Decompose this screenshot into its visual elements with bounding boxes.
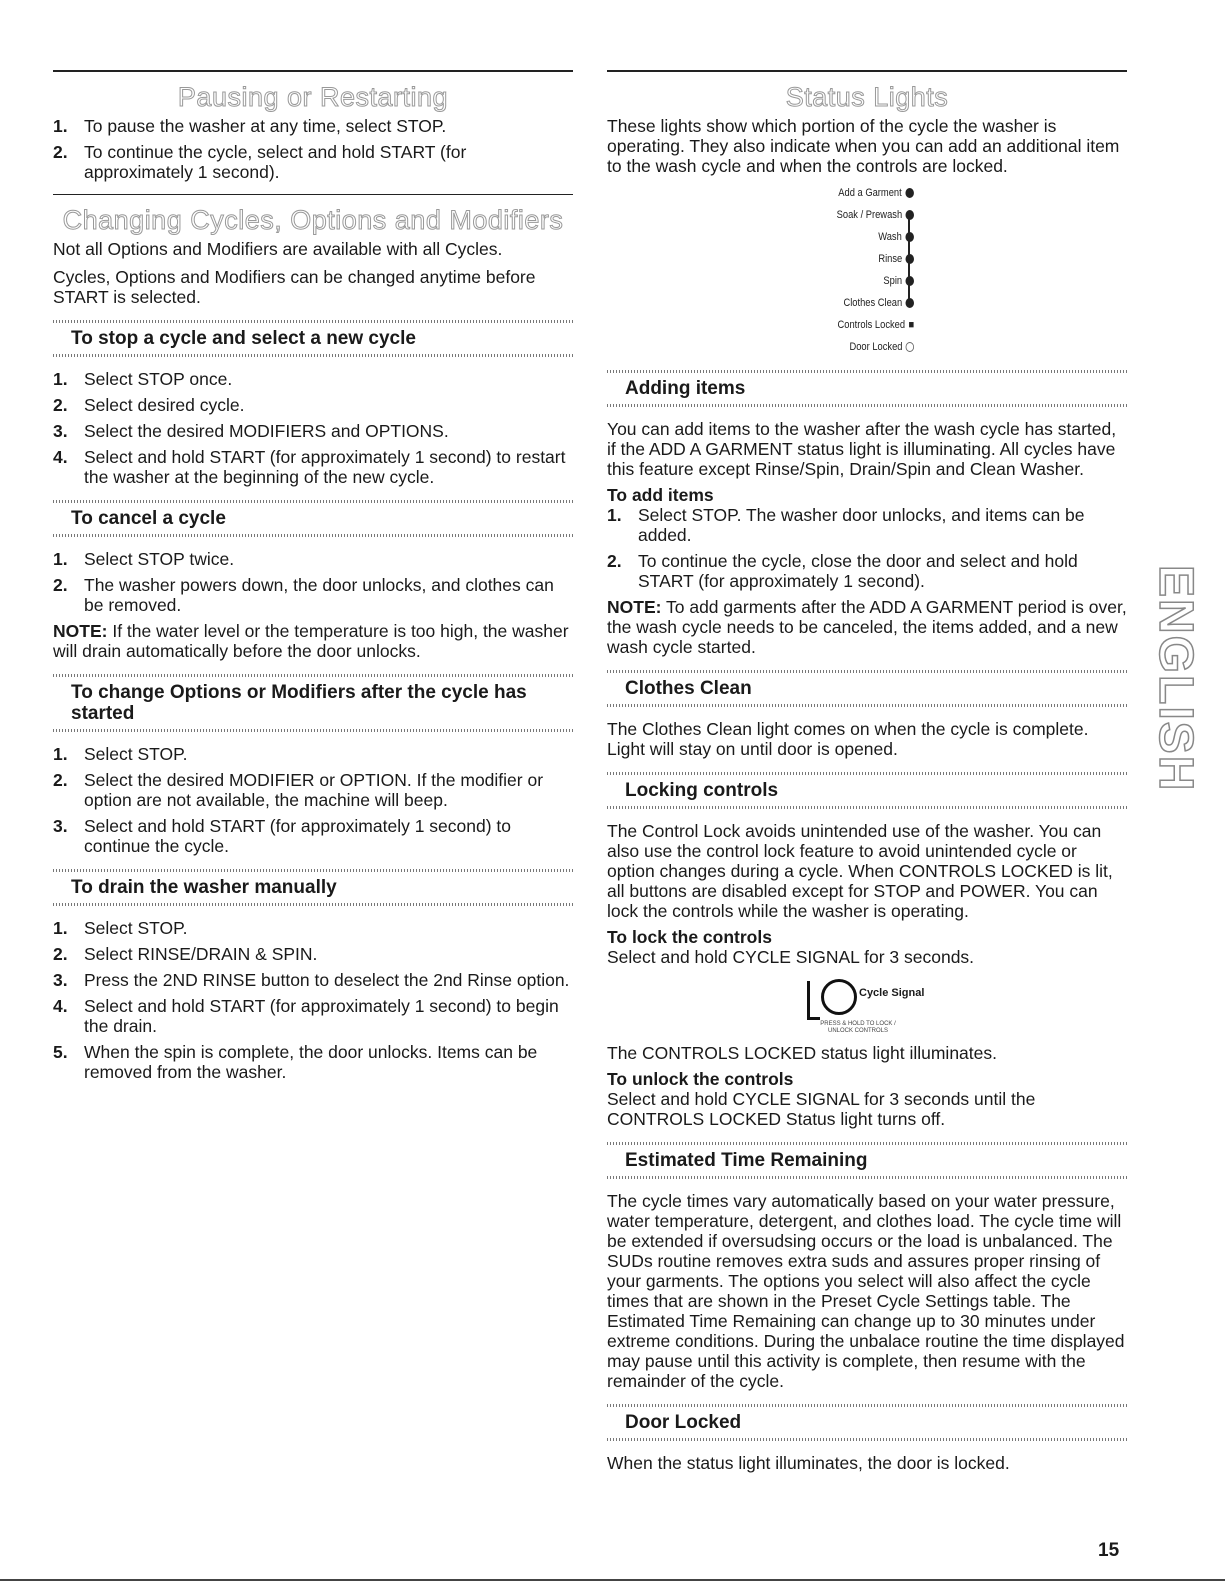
list-item: 2. To continue the cycle, select and hold START (for approximately 1 second). [53, 142, 467, 182]
door-locked-text: When the status light illuminates, the door is locked. [607, 1453, 1010, 1473]
changing-title: Changing Cycles, Options and Modifiers [62, 205, 564, 235]
cycle-signal-caption: PRESS & HOLD TO LOCK / UNLOCK CONTROLS [820, 1021, 896, 1034]
add-items-subheading: To add items [607, 485, 714, 505]
stop-cycle-list [53, 369, 573, 487]
lock-icon: ■ [908, 319, 914, 331]
section-rule [53, 194, 573, 195]
list-item: 1. Select STOP once. [53, 369, 233, 389]
pausing-list [53, 116, 573, 182]
cycle-signal-figure [607, 977, 1127, 1039]
list-item: 3. Press the 2ND RINSE button to deselect the 2nd Rinse option. [53, 970, 570, 990]
adding-text: You can add items to the washer after the wash cycle has started, if the ADD A GARMENT status light is illuminating. All cycles have this feature except Rinse/Spin, Drain/Spin and Clean Washer. [607, 419, 1117, 479]
clothes-clean-text: The Clothes Clean light comes on when the cycle is complete. Light will stay on until door is opened. [607, 719, 1089, 759]
cycle-signal-label: Cycle Signal [859, 987, 925, 999]
top-rule [607, 70, 1127, 72]
status-light-controls-locked: Controls Locked ■ [837, 314, 914, 336]
status-light-spin: Spin [883, 270, 914, 292]
bottom-rule [0, 1579, 1225, 1581]
clothes-clean-heading: Clothes Clean [607, 670, 1127, 707]
estimated-text: The cycle times vary automatically based on your water pressure, water temperature, detergent, and clothes load. The cycle time will be extended if oversudsing occurs or the load is unbalanced. The SUDs routine removes extra suds and assures proper rinsing of your garments. The options you select will also affect the cycle times that are shown in the Preset Cycle Settings table. The Estimated Time Remaining can change up to 30 minutes under extreme conditions. During the unbalace routine the time displayed may pause until this activity is complete, then resume with the remainder of the cycle. [607, 1191, 1125, 1391]
status-dot-icon [906, 276, 915, 286]
speaker-icon [821, 979, 857, 1015]
lock-bracket-icon [807, 981, 820, 1020]
list-item: 2. The washer powers down, the door unlocks, and clothes can be removed. [53, 575, 554, 615]
status-lights-figure [607, 182, 1127, 357]
list-item: 1. To pause the washer at any time, select STOP. [53, 116, 447, 136]
status-light-wash: Wash [879, 226, 914, 248]
change-options-heading: To change Options or Modifiers after the cycle has started [53, 674, 573, 732]
pausing-title: Pausing or Restarting [177, 82, 449, 112]
drain-heading: To drain the washer manually [53, 869, 573, 906]
list-item: 2. Select RINSE/DRAIN & SPIN. [53, 944, 318, 964]
list-item: 5. When the spin is complete, the door unlocks. Items can be removed from the washer. [53, 1042, 538, 1082]
list-item: 3. Select the desired MODIFIERS and OPTIONS. [53, 421, 449, 441]
adding-note: NOTE: To add garments after the ADD A GARMENT period is over, the wash cycle needs to be canceled, the items added, and a new wash cycle started. [607, 597, 1127, 657]
add-items-list [607, 505, 1127, 591]
controls-locked-text: The CONTROLS LOCKED status light illuminates. [607, 1043, 997, 1063]
change-options-list [53, 744, 573, 856]
list-item: 1. Select STOP. [53, 744, 188, 764]
estimated-heading: Estimated Time Remaining [607, 1142, 1127, 1179]
left-column [53, 70, 573, 1088]
drain-list [53, 918, 573, 1082]
list-item: 1. Select STOP. [53, 918, 188, 938]
right-column [607, 70, 1127, 1473]
list-item: 2. To continue the cycle, close the door and select and hold START (for approximately 1 second). [607, 551, 1078, 591]
status-light-clothes-clean: Clothes Clean [843, 292, 914, 314]
status-light-rinse: Rinse [878, 248, 914, 270]
list-item: 1. Select STOP. The washer door unlocks, and items can be added. [607, 505, 1085, 545]
door-lock-icon [906, 342, 915, 352]
locking-text: The Control Lock avoids unintended use of the washer. You can also use the control lock feature to avoid unintended cycle or option changes during a cycle. When CONTROLS LOCKED is lit, all buttons are disabled except for STOP and POWER. You can lock the controls while the washer is operating. [607, 821, 1113, 921]
list-item: 4. Select and hold START (for approximately 1 second) to begin the drain. [53, 996, 559, 1036]
list-item: 4. Select and hold START (for approximately 1 second) to restart the washer at the beginning of the new cycle. [53, 447, 566, 487]
door-locked-heading: Door Locked [607, 1404, 1127, 1441]
lock-controls-subheading: To lock the controls [607, 927, 772, 947]
status-dot-icon [906, 298, 915, 308]
stop-cycle-heading: To stop a cycle and select a new cycle [53, 320, 573, 357]
status-dot-icon [906, 232, 915, 242]
adding-heading: Adding items [607, 370, 1127, 407]
status-intro: These lights show which portion of the cycle the washer is operating. They also indicate when you can add an additional item to the wash cycle and when the controls are locked. [607, 116, 1120, 176]
list-item: 2. Select desired cycle. [53, 395, 245, 415]
lock-controls-text: Select and hold CYCLE SIGNAL for 3 seconds. [607, 947, 975, 967]
unlock-controls-subheading: To unlock the controls [607, 1069, 794, 1089]
cancel-note: NOTE: If the water level or the temperature is too high, the washer will drain automatically before the door unlocks. [53, 621, 569, 661]
list-item: 3. Select and hold START (for approximately 1 second) to continue the cycle. [53, 816, 512, 856]
cancel-heading: To cancel a cycle [53, 500, 573, 537]
language-side-tab: ENGLISH [1149, 565, 1202, 793]
list-item: 2. Select the desired MODIFIER or OPTION. If the modifier or option are not available, the machine will beep. [53, 770, 544, 810]
changing-intro-1: Not all Options and Modifiers are available with all Cycles. [53, 239, 503, 259]
top-rule [53, 70, 573, 72]
status-dot-icon [906, 210, 915, 220]
status-light-door-locked: Door Locked [849, 336, 914, 358]
locking-heading: Locking controls [607, 772, 1127, 809]
changing-intro-2: Cycles, Options and Modifiers can be changed anytime before START is selected. [53, 267, 536, 307]
status-title: Status Lights [785, 82, 949, 112]
unlock-controls-text: Select and hold CYCLE SIGNAL for 3 seconds until the CONTROLS LOCKED Status light turns off. [607, 1089, 1036, 1129]
status-light-soak-prewash: Soak / Prewash [837, 204, 914, 226]
page-number: 15 [1098, 1540, 1120, 1561]
status-light-add-garment: Add a Garment [839, 182, 914, 204]
cancel-list [53, 549, 573, 615]
status-dot-icon [906, 188, 915, 198]
status-dot-icon [906, 254, 915, 264]
list-item: 1. Select STOP twice. [53, 549, 235, 569]
